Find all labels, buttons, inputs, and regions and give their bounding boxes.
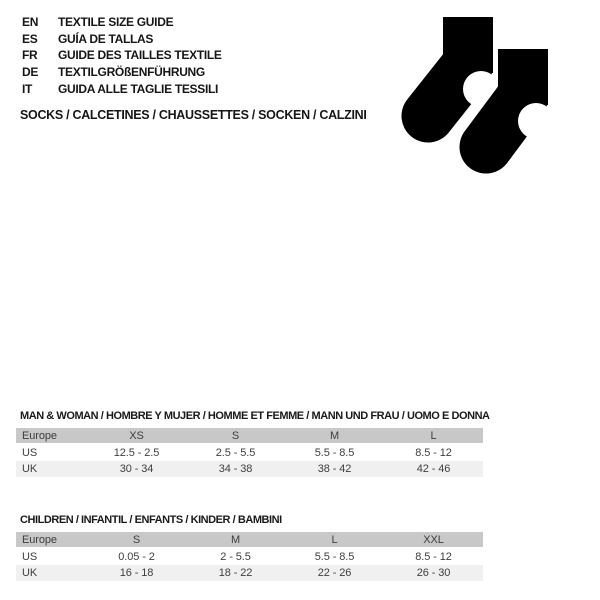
- language-code: DE: [22, 65, 39, 80]
- column-header-europe: Europe: [16, 532, 87, 549]
- man-woman-table-title: MAN & WOMAN / HOMBRE Y MUJER / HOMME ET FEMME / MANN UND FRAU / UOMO E DONNA: [20, 410, 490, 422]
- size-cell: 8.5 - 12: [415, 551, 452, 563]
- table-row-us: [16, 549, 483, 565]
- table-header-row: [16, 532, 483, 549]
- language-code: FR: [22, 48, 38, 63]
- language-row-it: [22, 80, 222, 97]
- column-header-m: M: [285, 428, 384, 445]
- man-woman-table-section: [16, 410, 490, 477]
- language-list: [22, 14, 222, 97]
- socks-icon: [398, 4, 566, 184]
- column-header-m: M: [186, 532, 285, 549]
- region-cell: UK: [16, 565, 87, 581]
- column-header-xxl: XXL: [384, 532, 483, 549]
- table-header-row: [16, 428, 483, 445]
- size-cell: 5.5 - 8.5: [314, 447, 355, 459]
- column-header-l: L: [384, 428, 483, 445]
- language-row-es: [22, 31, 222, 48]
- region-cell: US: [22, 551, 38, 563]
- language-row-de: [22, 64, 222, 81]
- size-cell: 12.5 - 2.5: [113, 447, 160, 459]
- size-cell: 5.5 - 8.5: [314, 551, 355, 563]
- language-code: IT: [22, 81, 33, 96]
- size-cell: 0.05 - 2: [118, 551, 155, 563]
- man-woman-size-table: [16, 428, 483, 477]
- column-header-l: L: [285, 532, 384, 549]
- column-header-xs: XS: [87, 428, 186, 445]
- size-cell: 42 - 46: [384, 461, 483, 477]
- column-header-s: S: [87, 532, 186, 549]
- language-label: TEXTILE SIZE GUIDE: [58, 15, 174, 30]
- table-row-uk: [16, 461, 483, 477]
- size-cell: 18 - 22: [186, 565, 285, 581]
- size-cell: 16 - 18: [87, 565, 186, 581]
- size-cell: 26 - 30: [384, 565, 483, 581]
- language-label: GUIDE DES TAILLES TEXTILE: [58, 48, 222, 63]
- size-cell: 34 - 38: [186, 461, 285, 477]
- language-code: ES: [22, 31, 38, 46]
- size-cell: 30 - 34: [87, 461, 186, 477]
- size-cell: 38 - 42: [285, 461, 384, 477]
- children-table-section: [16, 514, 483, 581]
- column-header-s: S: [186, 428, 285, 445]
- table-row-uk: [16, 565, 483, 581]
- table-row-us: [16, 445, 483, 461]
- language-label: TEXTILGRÖßENFÜHRUNG: [58, 65, 205, 80]
- region-cell: UK: [16, 461, 87, 477]
- language-label: GUÍA DE TALLAS: [58, 31, 154, 46]
- children-size-table: [16, 532, 483, 581]
- language-label: GUIDA ALLE TAGLIE TESSILI: [58, 81, 219, 96]
- column-header-europe: Europe: [16, 428, 87, 445]
- language-row-en: [22, 14, 222, 31]
- children-table-title: CHILDREN / INFANTIL / ENFANTS / KINDER / BAMBINI: [20, 514, 282, 526]
- size-cell: 8.5 - 12: [415, 447, 452, 459]
- size-cell: 2.5 - 5.5: [215, 447, 256, 459]
- size-cell: 22 - 26: [285, 565, 384, 581]
- language-row-fr: [22, 47, 222, 64]
- category-line: SOCKS / CALCETINES / CHAUSSETTES / SOCKEN / CALZINI: [20, 108, 367, 122]
- region-cell: US: [22, 447, 38, 459]
- size-cell: 2 - 5.5: [220, 551, 251, 563]
- language-code: EN: [22, 15, 39, 30]
